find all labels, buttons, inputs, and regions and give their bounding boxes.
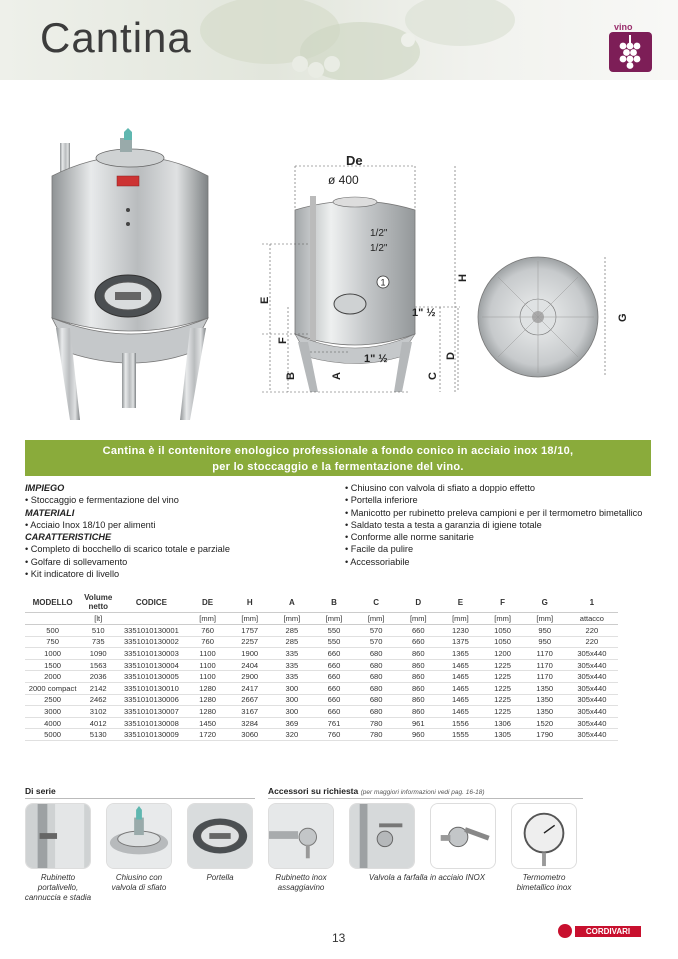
table-cell: 750 — [25, 636, 80, 648]
table-cell: 1465 — [439, 706, 481, 718]
standard-accessories-title: Di serie — [25, 786, 255, 799]
table-cell: 780 — [355, 729, 397, 741]
table-row — [25, 671, 618, 683]
brand-logo-icon — [558, 924, 572, 938]
table-cell: 660 — [397, 636, 439, 648]
description-left — [25, 482, 335, 580]
table-cell: 860 — [397, 671, 439, 683]
table-cell: 550 — [313, 636, 355, 648]
table-cell: 2036 — [80, 671, 116, 683]
table-cell: 300 — [271, 694, 313, 706]
table-cell: 1225 — [482, 682, 524, 694]
table-cell: 2404 — [229, 659, 271, 671]
table-cell: 3351010130008 — [116, 717, 186, 729]
page-title: Cantina — [40, 14, 192, 61]
table-cell: 570 — [355, 625, 397, 637]
unit-cell: [mm] — [482, 613, 524, 625]
table-cell: 1520 — [524, 717, 566, 729]
table-cell: 2000 — [25, 671, 80, 683]
table-cell: 305x440 — [566, 682, 618, 694]
table-cell: 761 — [313, 717, 355, 729]
label-B: B — [285, 372, 297, 380]
table-cell: 3351010130001 — [116, 625, 186, 637]
table-cell: 1100 — [187, 659, 229, 671]
level-tap-icon — [25, 803, 91, 869]
tap-icon — [268, 803, 334, 869]
optional-accessories-title — [268, 786, 583, 799]
table-cell: 1465 — [439, 659, 481, 671]
unit-cell: [lt] — [80, 613, 116, 625]
table-body — [25, 625, 618, 741]
table-cell: 680 — [355, 706, 397, 718]
section-heading-caratteristiche: CARATTERISTICHE — [25, 532, 112, 543]
caption-lid-valve: Chiusino con valvola di sfiato — [111, 873, 167, 892]
caption-thermometer: Termometro bimetallico inox — [516, 873, 572, 892]
table-cell: 1050 — [482, 625, 524, 637]
table-cell: 3351010130010 — [116, 682, 186, 694]
table-cell: 1280 — [187, 682, 229, 694]
description-item: • Completo di bocchello di scarico totale e parziale — [25, 544, 230, 555]
table-cell: 570 — [355, 636, 397, 648]
table-cell: 5130 — [80, 729, 116, 741]
table-cell: 305x440 — [566, 706, 618, 718]
label-half-inch-1: 1/2" — [370, 228, 388, 239]
table-row — [25, 706, 618, 718]
table-cell: 4000 — [25, 717, 80, 729]
table-cell: 305x440 — [566, 671, 618, 683]
table-cell: 300 — [271, 706, 313, 718]
table-cell: 680 — [355, 682, 397, 694]
table-cell: 860 — [397, 694, 439, 706]
table-cell: 305x440 — [566, 729, 618, 741]
table-cell: 961 — [397, 717, 439, 729]
brand-logo — [558, 923, 642, 939]
table-cell: 950 — [524, 636, 566, 648]
table-cell: 320 — [271, 729, 313, 741]
table-cell: 1200 — [482, 648, 524, 660]
spec-table — [25, 592, 618, 741]
unit-cell: [mm] — [229, 613, 271, 625]
table-row — [25, 625, 618, 637]
description-item: • Conforme alle norme sanitarie — [345, 532, 474, 543]
section-heading-impiego: IMPIEGO — [25, 483, 65, 493]
label-inch-half-side: 1" ½ — [412, 307, 436, 319]
table-cell: 3284 — [229, 717, 271, 729]
label-F: F — [277, 337, 289, 344]
optional-title-note: (per maggiori informazioni vedi pag. 16-18) — [360, 789, 485, 796]
section-heading-materiali: MATERIALI — [25, 507, 75, 518]
table-cell: 660 — [313, 659, 355, 671]
table-cell: 1790 — [524, 729, 566, 741]
table-cell: 335 — [271, 671, 313, 683]
label-diameter: ø 400 — [328, 173, 359, 187]
table-cell: 2417 — [229, 682, 271, 694]
table-cell: 660 — [313, 706, 355, 718]
table-cell: 2500 — [25, 694, 80, 706]
table-cell: 4012 — [80, 717, 116, 729]
table-cell: 2000 compact — [25, 682, 80, 694]
caption-level-tap: Rubinetto portalivello, cannuccia e stadia — [24, 873, 92, 902]
banner-line-1: Cantina è il contenitore enologico professionale a fondo conico in acciaio inox 18/10, — [102, 445, 574, 457]
door-icon — [187, 803, 253, 869]
table-cell: 550 — [313, 625, 355, 637]
page-number: 13 — [332, 931, 346, 945]
thermometer-icon — [511, 803, 577, 869]
unit-cell: [mm] — [439, 613, 481, 625]
table-cell: 1465 — [439, 682, 481, 694]
table-cell: 369 — [271, 717, 313, 729]
table-cell: 500 — [25, 625, 80, 637]
table-cell: 1305 — [482, 729, 524, 741]
label-E: E — [259, 296, 271, 304]
table-cell: 760 — [187, 625, 229, 637]
label-inch-half-bottom: 1" ½ — [364, 353, 388, 365]
table-cell: 3351010130003 — [116, 648, 186, 660]
col-header: H — [246, 597, 253, 607]
table-cell: 1050 — [482, 636, 524, 648]
table-cell: 1757 — [229, 625, 271, 637]
label-H: H — [457, 274, 469, 282]
table-cell: 1090 — [80, 648, 116, 660]
table-cell: 680 — [355, 671, 397, 683]
table-cell: 1465 — [439, 694, 481, 706]
unit-cell: [mm] — [313, 613, 355, 625]
table-row — [25, 648, 618, 660]
table-cell: 510 — [80, 625, 116, 637]
table-header-row — [25, 592, 618, 613]
unit-cell — [116, 613, 186, 625]
table-cell: 680 — [355, 694, 397, 706]
table-cell: 780 — [355, 717, 397, 729]
description-item: • Manicotto per rubinetto preleva campioni e per il termometro bimetallico — [345, 507, 643, 518]
table-cell: 1500 — [25, 659, 80, 671]
description-item: • Golfare di sollevamento — [25, 556, 128, 567]
table-cell: 860 — [397, 682, 439, 694]
table-cell: 1000 — [25, 648, 80, 660]
table-cell: 2667 — [229, 694, 271, 706]
col-header: B — [331, 597, 337, 607]
unit-cell: [mm] — [355, 613, 397, 625]
table-cell: 2900 — [229, 671, 271, 683]
table-cell: 1555 — [439, 729, 481, 741]
table-cell: 660 — [397, 625, 439, 637]
table-cell: 1465 — [439, 671, 481, 683]
table-cell: 1350 — [524, 706, 566, 718]
table-cell: 760 — [187, 636, 229, 648]
table-cell: 285 — [271, 636, 313, 648]
intro-banner — [25, 440, 651, 476]
table-cell: 860 — [397, 706, 439, 718]
table-cell: 3351010130004 — [116, 659, 186, 671]
unit-cell: attacco — [566, 613, 618, 625]
description-item: • Facile da pulire — [345, 544, 414, 555]
table-cell: 300 — [271, 682, 313, 694]
table-cell: 220 — [566, 636, 618, 648]
label-D: D — [445, 352, 457, 360]
table-cell: 2257 — [229, 636, 271, 648]
col-header: DE — [202, 597, 214, 607]
table-cell: 660 — [313, 682, 355, 694]
col-header: MODELLO — [32, 597, 73, 607]
label-de: De — [346, 153, 363, 168]
table-cell: 1900 — [229, 648, 271, 660]
page-header — [0, 0, 678, 80]
table-cell: 305x440 — [566, 648, 618, 660]
table-cell: 1170 — [524, 659, 566, 671]
table-cell: 3000 — [25, 706, 80, 718]
table-cell: 5000 — [25, 729, 80, 741]
grapes-icon — [609, 32, 652, 72]
table-cell: 335 — [271, 648, 313, 660]
table-cell: 860 — [397, 659, 439, 671]
table-cell: 660 — [313, 694, 355, 706]
optional-title-text: Accessori su richiesta — [268, 786, 359, 796]
table-cell: 3351010130007 — [116, 706, 186, 718]
unit-cell: [mm] — [397, 613, 439, 625]
table-cell: 1225 — [482, 659, 524, 671]
description-item: • Accessoriabile — [345, 556, 410, 567]
table-cell: 1556 — [439, 717, 481, 729]
table-cell: 760 — [313, 729, 355, 741]
table-cell: 3167 — [229, 706, 271, 718]
caption-tap: Rubinetto inox assaggiavino — [275, 873, 327, 892]
description-item: • Stoccaggio e fermentazione del vino — [25, 495, 179, 506]
table-cell: 3351010130009 — [116, 729, 186, 741]
table-cell: 1350 — [524, 682, 566, 694]
table-cell: 950 — [524, 625, 566, 637]
table-cell: 305x440 — [566, 694, 618, 706]
unit-cell: [mm] — [524, 613, 566, 625]
col-header: F — [500, 597, 506, 607]
table-cell: 220 — [566, 625, 618, 637]
col-header: G — [541, 597, 548, 607]
description-item: • Kit indicatore di livello — [25, 569, 120, 580]
table-cell: 335 — [271, 659, 313, 671]
table-cell: 305x440 — [566, 659, 618, 671]
table-cell: 285 — [271, 625, 313, 637]
description-right — [345, 482, 655, 568]
unit-cell: [mm] — [271, 613, 313, 625]
caption-door: Portella — [206, 873, 234, 882]
table-cell: 1230 — [439, 625, 481, 637]
table-cell: 660 — [313, 648, 355, 660]
table-cell: 1450 — [187, 717, 229, 729]
table-cell: 1720 — [187, 729, 229, 741]
table-cell: 3060 — [229, 729, 271, 741]
label-A: A — [331, 372, 343, 380]
table-cell: 3351010130006 — [116, 694, 186, 706]
lid-valve-icon — [106, 803, 172, 869]
table-row — [25, 659, 618, 671]
table-cell: 1306 — [482, 717, 524, 729]
col-header: Volume netto — [84, 593, 113, 611]
technical-drawing — [250, 152, 650, 402]
label-G: G — [617, 313, 629, 322]
unit-cell — [25, 613, 80, 625]
table-cell: 1100 — [187, 648, 229, 660]
col-header: A — [288, 597, 295, 607]
unit-cell: [mm] — [187, 613, 229, 625]
description-item: • Acciaio Inox 18/10 per alimenti — [25, 519, 156, 530]
col-header: D — [415, 597, 422, 607]
col-header: CODICE — [135, 597, 167, 607]
col-header: C — [373, 597, 380, 607]
butterfly-valve-icon — [430, 803, 496, 869]
table-cell: 1365 — [439, 648, 481, 660]
table-cell: 680 — [355, 648, 397, 660]
description-item: • Saldato testa a testa a garanzia di igiene totale — [345, 519, 542, 530]
label-callout: 1 — [380, 277, 386, 288]
table-cell: 1350 — [524, 694, 566, 706]
label-C: C — [427, 372, 439, 380]
col-header: E — [457, 597, 464, 607]
table-cell: 735 — [80, 636, 116, 648]
table-cell: 860 — [397, 648, 439, 660]
table-cell: 1225 — [482, 706, 524, 718]
table-cell: 1280 — [187, 694, 229, 706]
table-cell: 1225 — [482, 671, 524, 683]
table-cell: 1280 — [187, 706, 229, 718]
table-cell: 1100 — [187, 671, 229, 683]
table-row — [25, 717, 618, 729]
brand-name: CORDIVARI — [575, 926, 641, 937]
table-units-row — [25, 613, 618, 625]
table-cell: 1170 — [524, 671, 566, 683]
table-cell: 660 — [313, 671, 355, 683]
tank-photo — [40, 128, 225, 423]
table-cell: 3351010130005 — [116, 671, 186, 683]
table-cell: 3351010130002 — [116, 636, 186, 648]
table-cell: 1375 — [439, 636, 481, 648]
butterfly-valve-icon — [349, 803, 415, 869]
table-cell: 3102 — [80, 706, 116, 718]
banner-line-2: per lo stoccaggio e la fermentazione del vino. — [212, 461, 464, 473]
table-cell: 2462 — [80, 694, 116, 706]
table-cell: 680 — [355, 659, 397, 671]
description-item: • Portella inferiore — [345, 495, 418, 506]
table-cell: 960 — [397, 729, 439, 741]
table-row — [25, 636, 618, 648]
table-cell: 305x440 — [566, 717, 618, 729]
table-cell: 2142 — [80, 682, 116, 694]
table-cell: 1225 — [482, 694, 524, 706]
description-item: • Chiusino con valvola di sfiato a doppio effetto — [345, 483, 535, 493]
table-cell: 1563 — [80, 659, 116, 671]
label-half-inch-2: 1/2" — [370, 243, 388, 254]
caption-butterfly-valve: Valvola a farfalla in acciaio INOX — [368, 873, 486, 882]
table-cell: 1170 — [524, 648, 566, 660]
category-label: vino — [614, 22, 633, 32]
table-row — [25, 682, 618, 694]
table-row — [25, 729, 618, 741]
table-row — [25, 694, 618, 706]
col-header: 1 — [589, 597, 595, 607]
